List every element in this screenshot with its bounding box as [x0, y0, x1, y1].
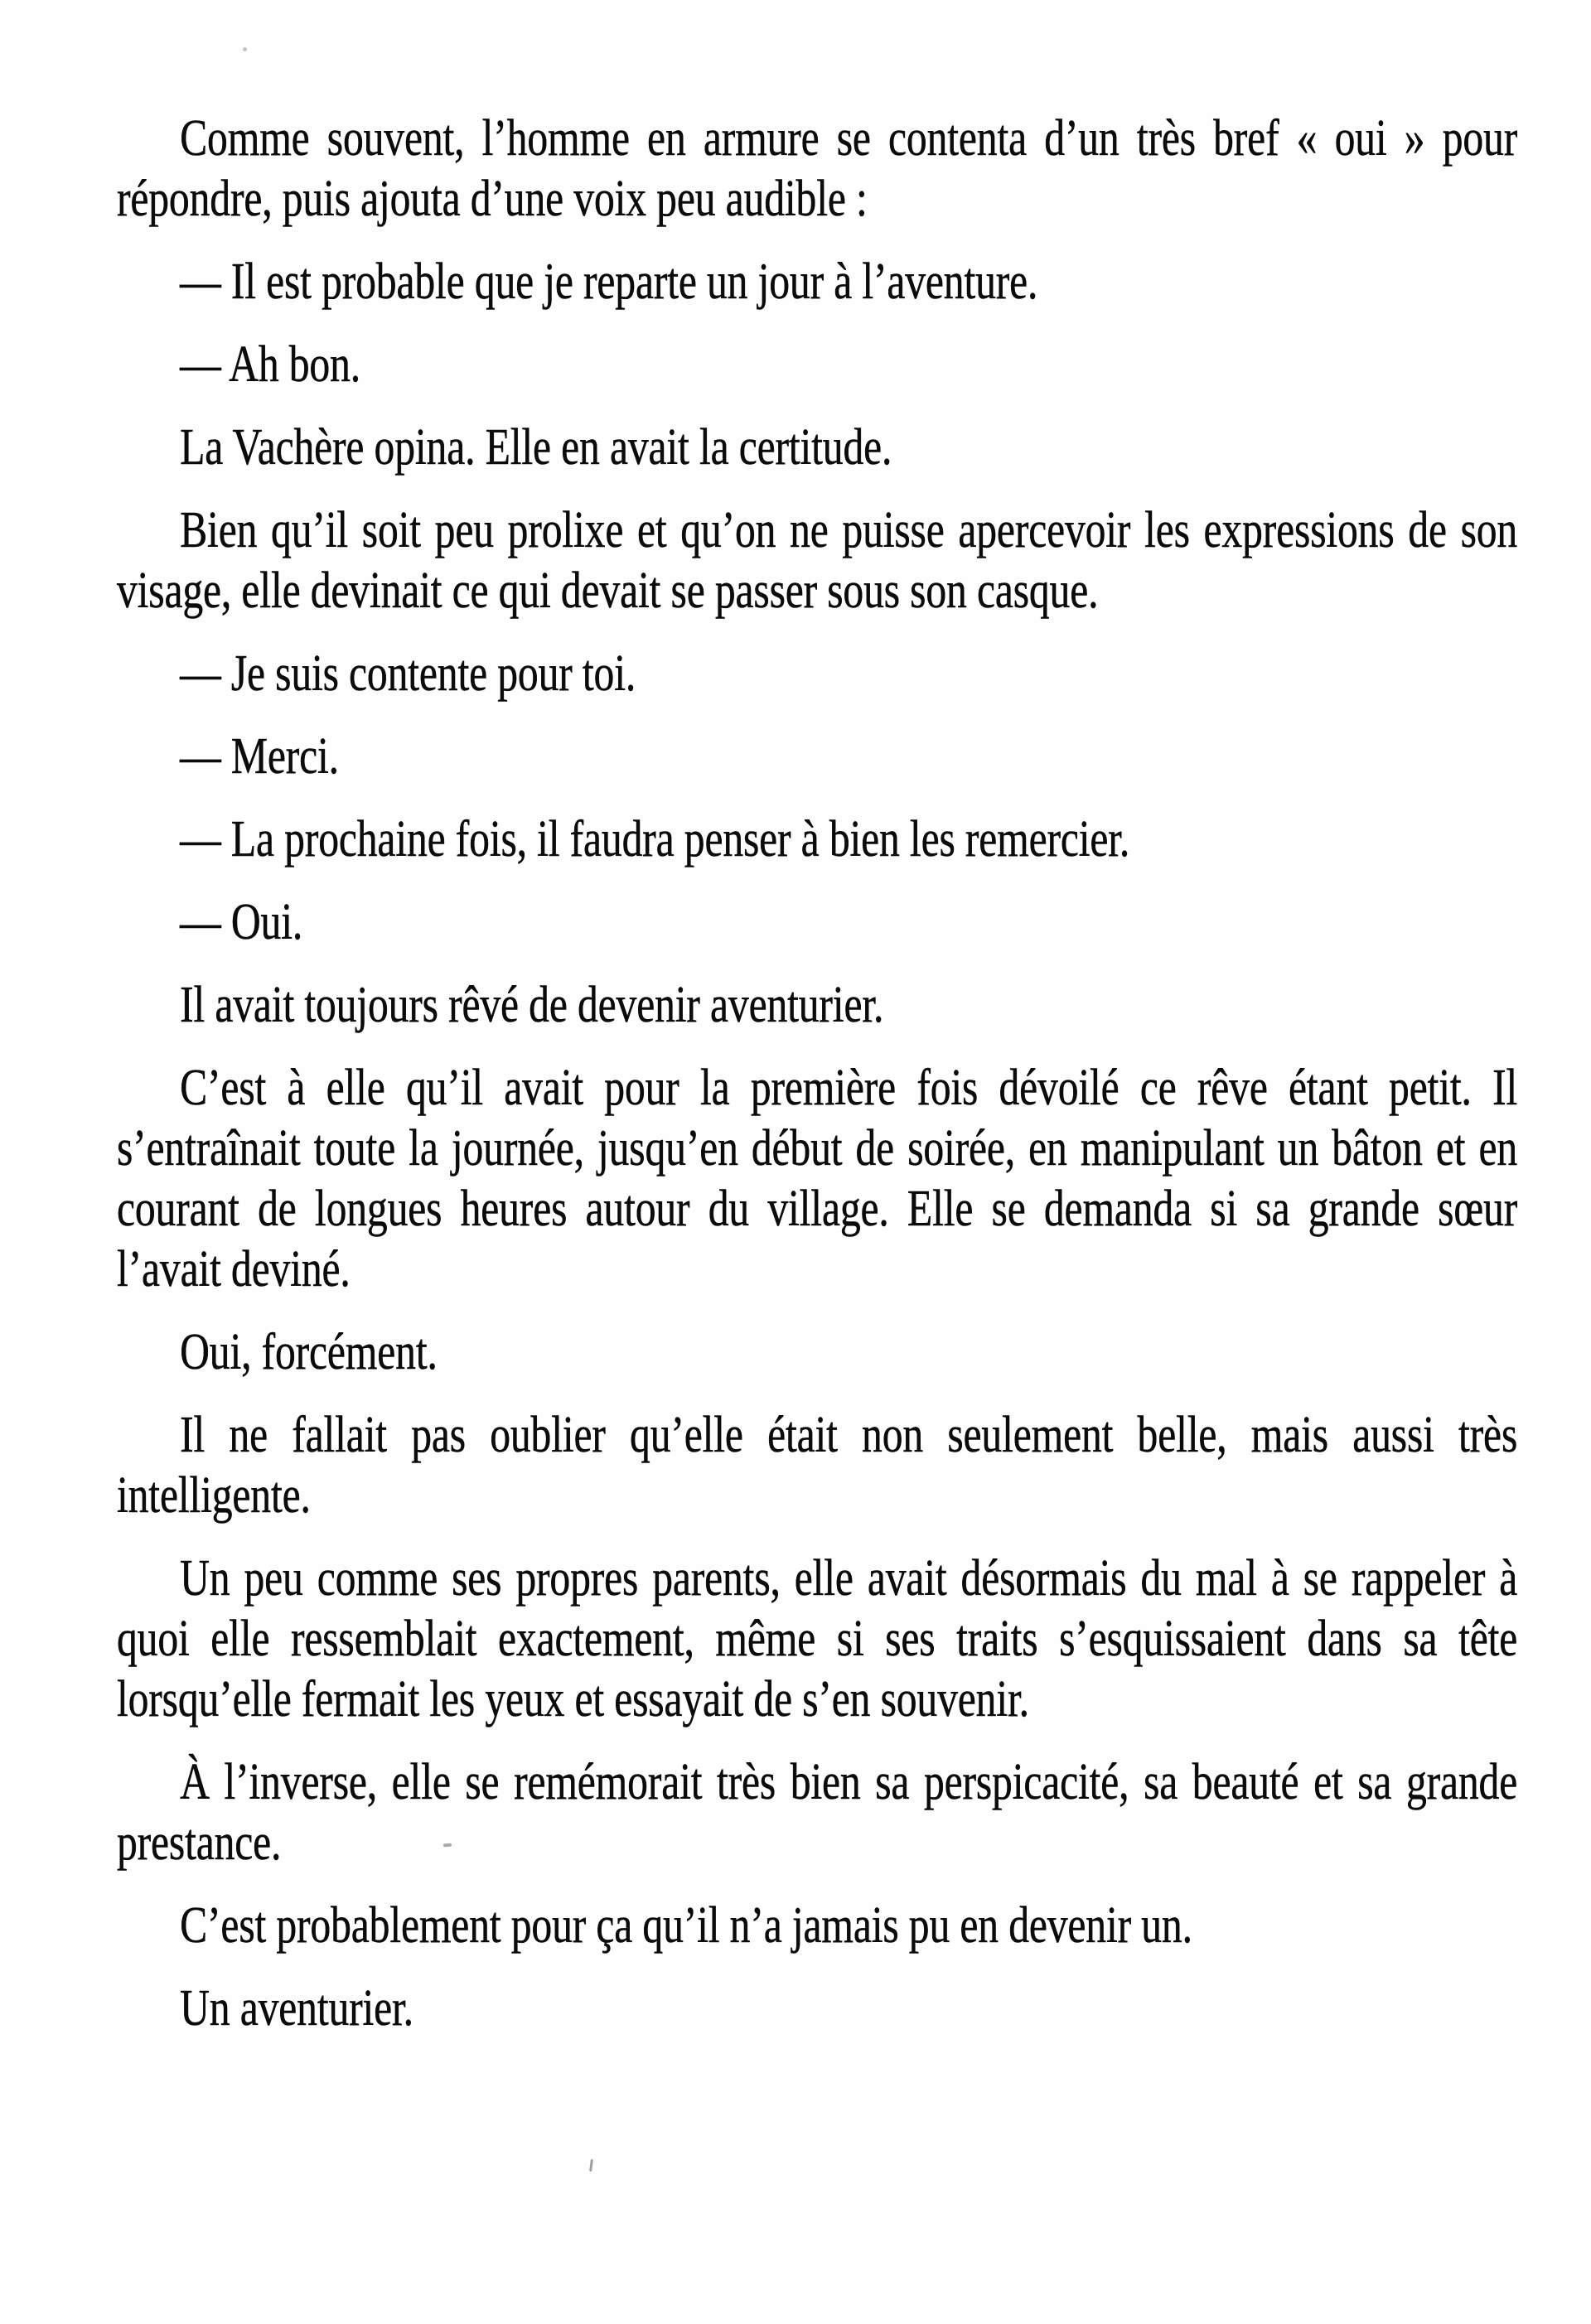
scan-speck: [243, 47, 247, 51]
narration-paragraph: Bien qu’il soit peu prolixe et qu’on ne puisse apercevoir les expressions de son visage, elle devinait ce qui devait se passer sous son casque.: [117, 502, 1518, 619]
narration-paragraph: C’est à elle qu’il avait pour la première fois dévoilé ce rêve étant petit. Il s’entraînait toute la journée, jusqu’en début de soirée, en manipulant un bâton et en courant de longues heures autour du village. Elle se demanda si sa grande sœur l’avait deviné.: [117, 1060, 1518, 1297]
dialogue-paragraph: — Il est probable que je reparte un jour à l’aventure.: [180, 254, 1038, 310]
narration-paragraph: Un aventurier.: [180, 1980, 413, 2037]
narration-paragraph: La Vachère opina. Elle en avait la certitude.: [180, 419, 892, 476]
dialogue-paragraph: — La prochaine fois, il faudra penser à bien les remercier.: [180, 811, 1130, 867]
scan-speck: [443, 1843, 452, 1848]
narration-paragraph: Comme souvent, l’homme en armure se contenta d’un très bref « oui » pour répondre, puis ajouta d’une voix peu audible :: [117, 110, 1518, 227]
narration-paragraph: À l’inverse, elle se remémorait très bien sa perspicacité, sa beauté et sa grande prestance.: [117, 1754, 1518, 1871]
dialogue-paragraph: — Oui.: [180, 894, 303, 950]
narration-paragraph: Un peu comme ses propres parents, elle avait désormais du mal à se rappeler à quoi elle ressemblait exactement, même si ses traits s’esquissaient dans sa tête lorsqu’elle fermait les yeux et essayait de s’en souvenir.: [117, 1550, 1518, 1727]
page-text-column: [117, 109, 1517, 2061]
dialogue-paragraph: — Merci.: [180, 728, 339, 785]
dialogue-paragraph: — Ah bon.: [180, 336, 361, 393]
dialogue-paragraph: — Je suis contente pour toi.: [180, 645, 636, 702]
narration-paragraph: Il ne fallait pas oublier qu’elle était non seulement belle, mais aussi très intelligente.: [117, 1407, 1518, 1524]
narration-paragraph: Oui, forcément.: [180, 1324, 438, 1380]
scan-speck: [589, 2159, 593, 2172]
narration-paragraph: C’est probablement pour ça qu’il n’a jamais pu en devenir un.: [180, 1897, 1192, 1954]
narration-paragraph: Il avait toujours rêvé de devenir aventurier.: [180, 977, 884, 1033]
